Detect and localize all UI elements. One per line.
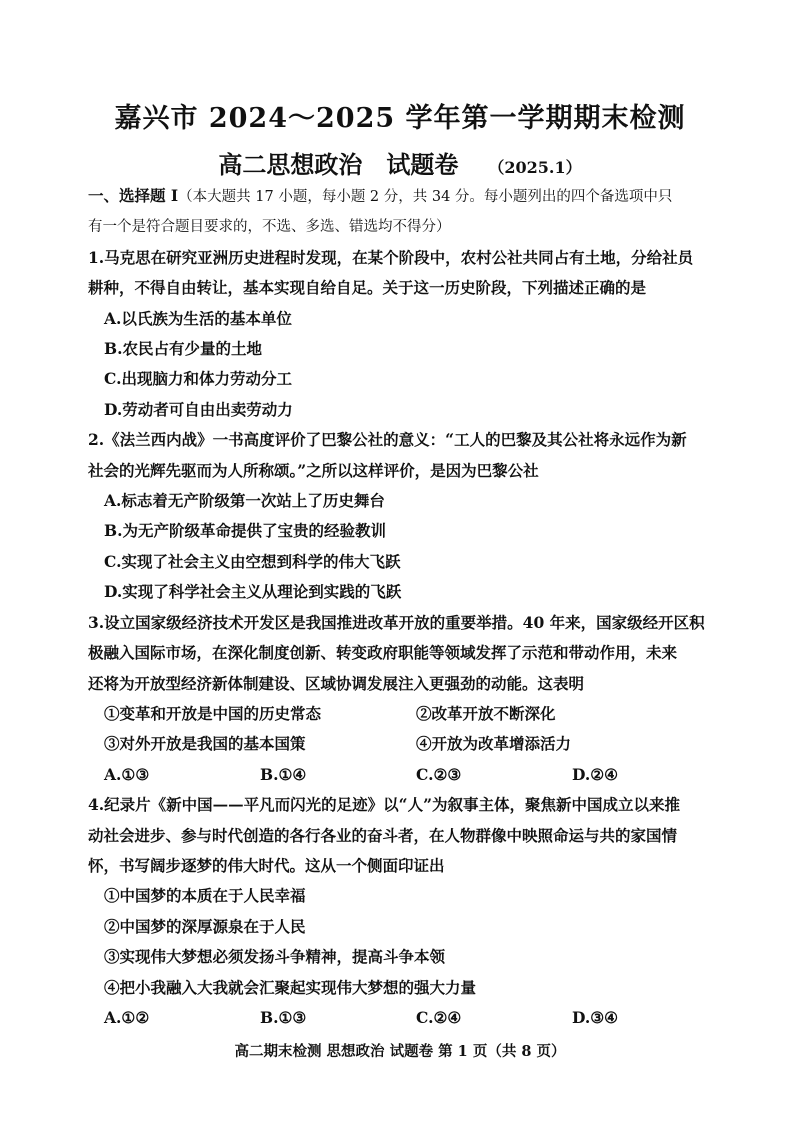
question-stem-line: 还将为开放型经济新体制建设、区域协调发展注入更强劲的动能。这表明 <box>88 673 585 693</box>
question-2 <box>88 425 728 607</box>
question-3 <box>88 608 728 790</box>
section-instructions: （本大题共 17 小题，每小题 2 分，共 34 分。每小题列出的四个备选项中只 <box>178 189 673 205</box>
option-b: B.为无产阶级革命提供了宝贵的经验教训 <box>104 521 386 541</box>
statement-row <box>88 699 728 729</box>
choice-d: D.②④ <box>572 764 619 784</box>
option-a: A.标志着无产阶级第一次站上了历史舞台 <box>104 491 385 511</box>
statement-item: ②中国梦的深厚源泉在于人民 <box>104 916 306 936</box>
question-1 <box>88 243 728 425</box>
page-footer: 高二期末检测 思想政治 试题卷 第 1 页（共 8 页） <box>234 1043 566 1060</box>
statement-item: ③对外开放是我国的基本国策 <box>104 734 306 754</box>
option-c: C.实现了社会主义由空想到科学的伟大飞跃 <box>104 551 401 571</box>
statement-item: ①中国梦的本质在于人民幸福 <box>104 886 306 906</box>
question-4 <box>88 790 728 1033</box>
section-title: 一、选择题 I <box>88 186 179 205</box>
question-stem-line: 动社会进步、参与时代创造的各行各业的奋斗者，在人物群像中映照命运与共的家国情 <box>88 825 678 845</box>
exam-body <box>88 181 728 1033</box>
choice-c: C.②③ <box>416 764 462 784</box>
choice-row <box>88 760 728 790</box>
statement-item: ①变革和开放是中国的历史常态 <box>104 703 322 723</box>
option-d: D.劳动者可自由出卖劳动力 <box>104 399 293 419</box>
statement-item: ③实现伟大梦想必须发扬斗争精神，提高斗争本领 <box>104 947 446 967</box>
choice-b: B.①④ <box>260 764 307 784</box>
question-stem-line: 耕种，不得自由转让，基本实现自给自足。关于这一历史阶段，下列描述正确的是 <box>88 278 647 298</box>
question-stem-line: 1.马克思在研究亚洲历史进程时发现，在某个阶段中，农村公社共同占有土地，分给社员 <box>88 247 694 267</box>
choice-d: D.③④ <box>572 1007 619 1027</box>
choice-b: B.①③ <box>260 1007 307 1027</box>
section-heading <box>88 181 728 212</box>
option-d: D.实现了科学社会主义从理论到实践的飞跃 <box>104 582 402 602</box>
option-c: C.出现脑力和体力劳动分工 <box>104 369 292 389</box>
subject-title: 高二思想政治 试题卷 <box>218 150 459 179</box>
statement-item: ④开放为改革增添活力 <box>416 734 572 754</box>
choice-row <box>88 1003 728 1033</box>
option-a: A.以氏族为生活的基本单位 <box>104 308 292 328</box>
section-instructions-cont: 有一个是符合题目要求的，不选、多选、错选均不得分） <box>88 219 451 236</box>
exam-title: 嘉兴市 2024～2025 学年第一学期期末检测 <box>114 103 686 134</box>
choice-a: A.①③ <box>104 764 150 784</box>
question-stem-line: 社会的光辉先驱而为人所称颂。”之所以这样评价，是因为巴黎公社 <box>88 460 539 480</box>
exam-date: （2025.1） <box>488 158 582 177</box>
question-stem-line: 极融入国际市场，在深化制度创新、转变政府职能等领域发挥了示范和带动作用，未来 <box>88 643 678 663</box>
choice-a: A.①② <box>104 1007 150 1027</box>
option-b: B.农民占有少量的土地 <box>104 339 262 359</box>
question-stem-line: 3.设立国家级经济技术开发区是我国推进改革开放的重要举措。40 年来，国家级经开区积 <box>88 612 705 632</box>
statement-item: ④把小我融入大我就会汇聚起实现伟大梦想的强大力量 <box>104 977 477 997</box>
question-stem-line: 怀，书写阔步逐梦的伟大时代。这从一个侧面印证出 <box>88 855 445 875</box>
statement-row <box>88 729 728 759</box>
statement-item: ②改革开放不断深化 <box>416 703 556 723</box>
choice-c: C.②④ <box>416 1007 462 1027</box>
exam-subtitle <box>0 145 800 180</box>
question-stem-line: 4.纪录片《新中国——平凡而闪光的足迹》以“人”为叙事主体，聚焦新中国成立以来推 <box>88 795 681 815</box>
question-stem-line: 2.《法兰西内战》一书高度评价了巴黎公社的意义：“工人的巴黎及其公社将永远作为新 <box>88 430 687 450</box>
